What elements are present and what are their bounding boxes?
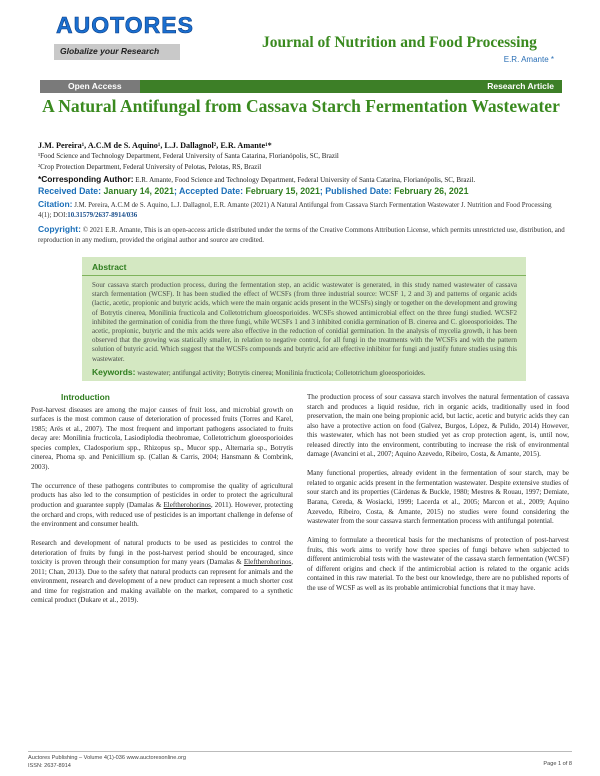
authors: J.M. Pereira¹, A.C.M de S. Aquino¹, L.J. Dallagnol², E.R. Amante¹* bbox=[38, 141, 272, 150]
citation bbox=[38, 199, 566, 221]
keywords-label: Keywords: bbox=[92, 367, 136, 377]
footer-issn: ISSN: 2637-8914 bbox=[28, 763, 71, 769]
corresponding-label: *Corresponding Author: bbox=[38, 174, 134, 184]
affiliation-2: ²Crop Protection Department, Federal University of Pelotas, Pelotas, RS, Brazil bbox=[38, 163, 262, 171]
body-column-right bbox=[307, 393, 569, 603]
doi-link[interactable]: 10.31579/2637-8914/036 bbox=[67, 212, 138, 219]
footer-publisher: Auctores Publishing – Volume 4(1)-036 www.auctoresonline.org bbox=[28, 755, 186, 761]
open-access-label: Open Access bbox=[68, 81, 122, 91]
citation-text: J.M. Pereira, A.C.M de S. Aquino, L.J. Dallagnol, E.R. Amante (2021) A Natural Antifungal from Cassava Starch Fermentation Wastewater J. Nutrition and Food Processing 4(1); DOI: bbox=[38, 202, 552, 219]
paragraph-text: The occurrence of these pathogens contributes to compromise the quality of agricultural products has also led to the consumption of pesticides in order to protect the agricultural production and guarantee supply (Damalas & bbox=[31, 481, 293, 509]
page-number: Page 1 of 8 bbox=[543, 761, 572, 767]
accepted-date: February 15, 2021 bbox=[245, 186, 320, 196]
abstract-heading: Abstract bbox=[82, 262, 526, 276]
copyright bbox=[38, 224, 566, 246]
body-column-left bbox=[31, 393, 293, 615]
paragraph: Many functional properties, already evident in the fermentation of sour starch, may be related to organic acids present in the fermentation wastewater. Despite extensive studies of sour starch and its properties (Cárdenas & Buckle, 1980; Mestres & Rouau, 1997; Demiate, Barana, Cereda, & Wosiacki, 1999; Lacerda et al., 2005; Marcon et al., 2009; Aquino Azevedo, Ribeiro, Costa, & Amante, 2015) no studies were found considering the wastewater from the sour cassava starch fermentation process with antifungal potential. bbox=[307, 469, 569, 526]
underlined-term: Eleftherohorinos bbox=[243, 558, 292, 567]
keywords bbox=[92, 367, 522, 377]
dates-line bbox=[38, 186, 468, 196]
published-date: February 26, 2021 bbox=[394, 186, 469, 196]
paragraph-text: , 2011). However, protecting the orchard and crops, with reduced use of pesticides is an important challenge in defense of the environment and consumer health. bbox=[31, 500, 293, 529]
accepted-label: ; Accepted Date: bbox=[173, 186, 246, 196]
journal-title: Journal of Nutrition and Food Processing bbox=[262, 34, 537, 51]
logo-tagline: Globalize your Research bbox=[54, 44, 180, 60]
introduction-heading: Introduction bbox=[61, 392, 110, 402]
article-title: A Natural Antifungal from Cassava Starch Fermentation Wastewater bbox=[42, 96, 560, 116]
article-type-label: Research Article bbox=[487, 81, 554, 91]
published-label: ; Published Date: bbox=[319, 186, 395, 196]
journal-editor: E.R. Amante * bbox=[503, 55, 554, 64]
footer-divider bbox=[28, 751, 572, 752]
corresponding-author bbox=[38, 174, 475, 184]
paragraph: Aiming to formulate a theoretical basis for the mechanisms of protection of post-harvest fruits, this work aims to verify how three species of fungi behave when subjected to different antimicrobial tests with the wastewater of the cassava starch fermentation (WCSF) of different origins and check if the antimicrobial action is related to the organic acids contained in this raw material. To the best our knowledge, there are no published reports of the use of WCSF as well as its probable antimicrobial functions that it may have. bbox=[307, 536, 569, 592]
paragraph: The production process of sour cassava starch involves the natural fermentation of cassava starch and produces a liquid residue, rich in organic acids, traditionally used in food preservation, the main one being propionic acid, but lactic, acetic and butyric acids they can also have a protective action on food (Galvez, Burgos, López, & Pulido, 2014) However, this wastewater, which has not been studied yet as crop protection agent, is, until now, released directly into the environment, contributing to increase the risk of environmental damage (Avancini et al., 2007; Aquino Azevedo, Ribeiro, Costa, & Amante, 2015). bbox=[307, 393, 569, 459]
citation-label: Citation: bbox=[38, 199, 73, 209]
logo-text: AUOTORES bbox=[56, 12, 194, 38]
paragraph bbox=[31, 539, 293, 606]
abstract-text: Sour cassava starch production process, during the fermentation step, an acidic wastewater is generated, in this study named wastewater of cassava starch fermentation (WCSF). It has been studied the effect of WCSFs (from three industrial source: WCSF 1, 2 and 3) and patterns of organic acids (lactic, acetic, propionic and butyric acids, which were the main organic acids present in the WCSFs) singly or together on the development and growing of Botrytis cinerea, Monilinia fructicola and Colletotrichum gloeosporioides. WCSFs showed antimicrobial effect on the three fungi studied. WCSF2 inhibited the germination of conidia from the three fungi, while WCSFs 1 and 3 inhibited conidia germination of B. cinerea and C. gloeosporioides. The acetic, propionic, butyric and the mix acids were also effective in the reduction of conidial germination. In the analysis of mycelia growth, it has been observed that the growing was statically smaller, in relation to negative control, for all fungi in the treatments with the WCSFs and with the pattern solution of butyric acid. Which suggest that the WCSFs compounds and butyric acid are effective inhibitor for fungi and justify future studies using this wastewater. bbox=[92, 281, 517, 363]
paragraph: Post-harvest diseases are among the major causes of fruit loss, and microbial growth on surfaces is the most common cause of deterioration of processed fruits (Torres and Karel, 1985; Arës et al., 2007). The most frequent and important pathogens associated to fruits decay are: Monilinia fructicola, Lasiodiplodia theobromae, Colletotrichum gloeosporioides species complex, Cladosporium spp., Rhizopus sp., Mucor spp., Alternaria sp., Botrytis cinerea, Phoma sp. and Penicillium sp. (Callan & Carris, 2004; Hansmann & Combrink, 2003). bbox=[31, 405, 293, 471]
publisher-logo bbox=[54, 12, 194, 74]
affiliation-1: ¹Food Science and Technology Department, Federal University of Santa Catarina, Florianópolis, SC, Brazil bbox=[38, 152, 339, 160]
paragraph-text: , 2011; Chan, 2013). Due to the safety that natural products can represent for animals and the environment, research and development of a new product can represent a much shorter cost and time for registration and making available on the market, compared to a synthetic cemical product (Dukare et al., 2019). bbox=[31, 558, 293, 605]
copyright-label: Copyright: bbox=[38, 224, 81, 234]
received-label: Received Date: bbox=[38, 186, 104, 196]
paragraph bbox=[31, 482, 293, 530]
keywords-text: wastewater; antifungal activity; Botrytis cinerea; Monilinia fructicola; Colletotrichum gloeosporioides. bbox=[135, 369, 426, 377]
corresponding-text: E.R. Amante, Food Science and Technology Department, Federal University of Santa Catarina, Florianópolis, SC, Brazil. bbox=[133, 176, 476, 184]
copyright-text: © 2021 E.R. Amante, This is an open-access article distributed under the terms of the Creative Commons Attribution License, which permits unrestricted use, distribution, and reproduction in any medium, provided the original author and source are credited. bbox=[38, 227, 565, 244]
underlined-term: Eleftherohorinos bbox=[163, 500, 211, 509]
received-date: January 14, 2021 bbox=[103, 186, 174, 196]
paragraph-text: Research and development of natural products to be used as pesticides to control the deterioration of fruits by fungi in the post-harvest period should be encouraged, since toxicity is proven through their consumption for many years (Damalas & bbox=[31, 539, 293, 567]
